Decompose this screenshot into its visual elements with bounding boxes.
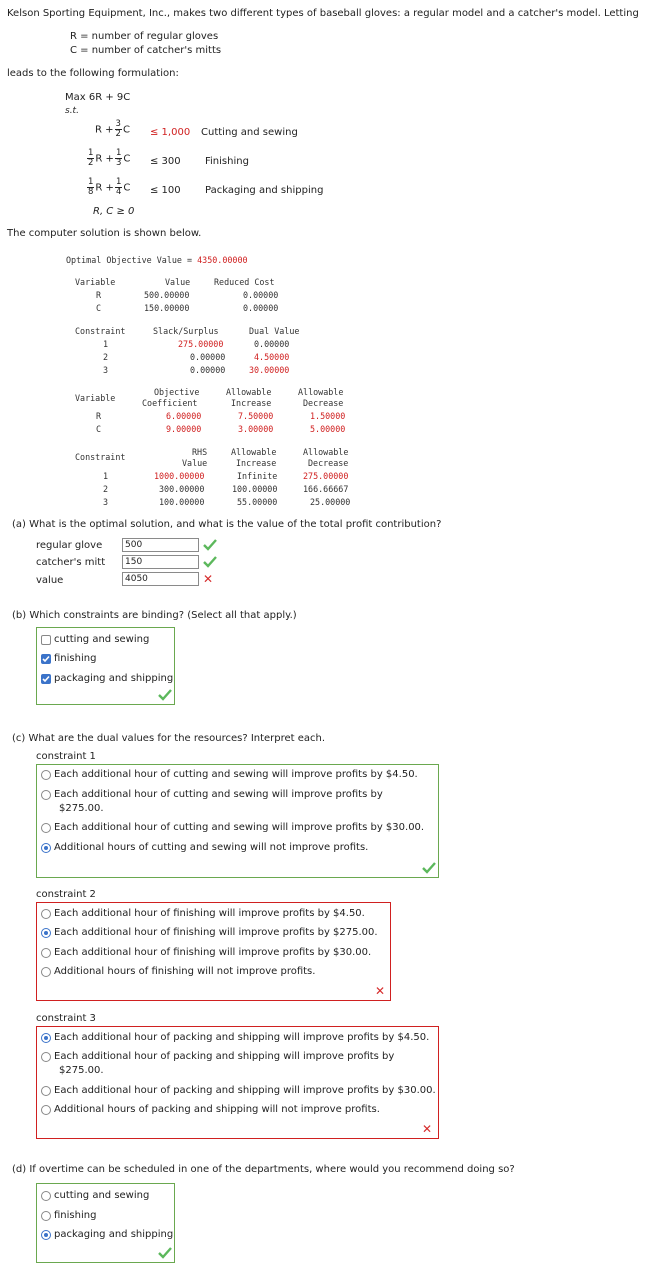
header-constraint: Constraint: [75, 326, 126, 336]
nonnegativity: R, C ≥ 0: [93, 206, 135, 217]
constraint-2-label: Finishing: [205, 156, 249, 167]
option-label: packaging and shipping: [54, 673, 174, 684]
var-row-name: C: [96, 303, 102, 313]
wrong-x-icon: ✕: [203, 572, 214, 586]
constraint-3-label: Packaging and shipping: [205, 185, 324, 196]
definition-c: C = number of catcher's mitts: [70, 45, 222, 56]
radio-option[interactable]: [41, 790, 51, 800]
part-d-answer-group: [36, 1183, 175, 1263]
part-c-question: (c) What are the dual values for the resources? Interpret each.: [12, 733, 326, 744]
radio-option[interactable]: [41, 1105, 51, 1115]
header-increase-2: Increase: [236, 458, 277, 468]
header-allowable-inc: Allowable: [226, 387, 272, 397]
header-allowable-dec: Allowable: [298, 387, 344, 397]
radio-option[interactable]: [41, 1052, 51, 1062]
con-row-dual: 30.00000: [249, 365, 290, 375]
radio-option-selected[interactable]: [41, 1230, 51, 1240]
con-row-number: 3: [103, 365, 109, 375]
constraint-1-rhs: ≤ 1,000: [150, 127, 191, 138]
var-row-reduced: 0.00000: [243, 303, 279, 313]
rhs-row-number: 3: [103, 497, 109, 507]
con-row-dual: 4.50000: [254, 352, 290, 362]
solution-intro: The computer solution is shown below.: [7, 228, 202, 239]
option-label: cutting and sewing: [54, 634, 150, 645]
leads-text: leads to the following formulation:: [7, 68, 179, 79]
con-row-number: 1: [103, 339, 109, 349]
con-row-dual: 0.00000: [254, 339, 290, 349]
part-b-question: (b) Which constraints are binding? (Select all that apply.): [12, 610, 297, 621]
option-label: cutting and sewing: [54, 1190, 150, 1201]
header-value: Value: [165, 277, 191, 287]
rhs-row-decrease: 25.00000: [310, 497, 351, 507]
header-decrease-2: Decrease: [308, 458, 349, 468]
checkbox-packaging-shipping[interactable]: [41, 674, 51, 684]
radio-option[interactable]: [41, 909, 51, 919]
rhs-row-value: 300.00000: [159, 484, 205, 494]
header-allowable-inc-2: Allowable: [231, 447, 277, 457]
con-row-slack: 0.00000: [190, 352, 226, 362]
optimal-objective: Optimal Objective Value = 4350.00000: [66, 255, 248, 265]
obj-row-decrease: 5.00000: [310, 424, 346, 434]
radio-option[interactable]: [41, 770, 51, 780]
obj-row-name: C: [96, 424, 102, 434]
var-row-reduced: 0.00000: [243, 290, 279, 300]
constraint-1-answer-group: [36, 764, 439, 878]
constraint-1-expression: R + $\frac{3}{2}$ C: [95, 119, 130, 139]
radio-option[interactable]: [41, 1086, 51, 1096]
rhs-row-increase: 100.00000: [232, 484, 278, 494]
header-variable: Variable: [75, 277, 116, 287]
option-label: Additional hours of packing and shipping will not improve profits.: [54, 1104, 380, 1115]
correct-check-icon: [422, 862, 436, 874]
answer-label-catcher: catcher's mitt: [36, 557, 106, 568]
option-label: Each additional hour of cutting and sewing will improve profits by $4.50.: [54, 769, 418, 780]
header-objective: Objective: [154, 387, 200, 397]
obj-row-coef: 9.00000: [166, 424, 202, 434]
rhs-row-decrease: 275.00000: [303, 471, 349, 481]
checkbox-cutting-sewing[interactable]: [41, 635, 51, 645]
obj-row-increase: 7.50000: [238, 411, 274, 421]
option-label: finishing: [54, 653, 97, 664]
option-label: Each additional hour of packing and shipping will improve profits by $4.50.: [54, 1032, 430, 1043]
constraint-2-rhs: ≤ 300: [150, 156, 181, 167]
con-row-number: 2: [103, 352, 109, 362]
radio-option[interactable]: [41, 948, 51, 958]
constraint-3-rhs: ≤ 100: [150, 185, 181, 196]
radio-option-selected[interactable]: [41, 1033, 51, 1043]
header-slack: Slack/Surplus: [153, 326, 219, 336]
radio-option[interactable]: [41, 1211, 51, 1221]
regular-glove-input[interactable]: 500: [122, 538, 199, 552]
rhs-row-value: 1000.00000: [154, 471, 205, 481]
var-row-value: 500.00000: [144, 290, 190, 300]
header-allowable-dec-2: Allowable: [303, 447, 349, 457]
constraint-3-heading: constraint 3: [36, 1013, 96, 1024]
wrong-x-icon: ✕: [422, 1122, 433, 1136]
constraint-2-answer-group: [36, 902, 391, 1001]
header-decrease: Decrease: [303, 398, 344, 408]
option-label-continued: $275.00.: [59, 803, 104, 814]
option-label: Additional hours of finishing will not improve profits.: [54, 966, 316, 977]
answer-label-value: value: [36, 575, 64, 586]
fraction-3-2: $\frac{3}{2}$: [115, 119, 121, 139]
header-coefficient: Coefficient: [142, 398, 198, 408]
con-row-slack: 0.00000: [190, 365, 226, 375]
header-dual: Dual Value: [249, 326, 300, 336]
constraint-2-expression: $\frac{1}{2}$ R + $\frac{1}{3}$ C: [88, 148, 131, 168]
option-label: finishing: [54, 1210, 97, 1221]
wrong-x-icon: ✕: [375, 984, 386, 998]
obj-row-decrease: 1.50000: [310, 411, 346, 421]
rhs-row-increase: Infinite: [237, 471, 278, 481]
part-a-question: (a) What is the optimal solution, and what is the value of the total profit contribution?: [12, 519, 442, 530]
constraint-1-label: Cutting and sewing: [201, 127, 298, 138]
header-constraint-2: Constraint: [75, 452, 126, 462]
option-label-continued: $275.00.: [59, 1065, 104, 1076]
header-reduced-cost: Reduced Cost: [214, 277, 275, 287]
constraint-1-heading: constraint 1: [36, 751, 96, 762]
constraint-3-expression: $\frac{1}{8}$ R + $\frac{1}{4}$ C: [88, 177, 131, 197]
rhs-row-increase: 55.00000: [237, 497, 278, 507]
correct-check-icon: [158, 1247, 172, 1259]
constraint-2-heading: constraint 2: [36, 889, 96, 900]
option-label: Each additional hour of packing and shipping will improve profits by $30.00.: [54, 1085, 436, 1096]
con-row-slack: 275.00000: [178, 339, 224, 349]
rhs-row-number: 2: [103, 484, 109, 494]
radio-option[interactable]: [41, 1191, 51, 1201]
var-row-name: R: [96, 290, 102, 300]
var-row-value: 150.00000: [144, 303, 190, 313]
option-label: Each additional hour of finishing will improve profits by $275.00.: [54, 927, 378, 938]
checkbox-finishing[interactable]: [41, 654, 51, 664]
option-label: Each additional hour of cutting and sewing will improve profits by $30.00.: [54, 822, 425, 833]
rhs-row-number: 1: [103, 471, 109, 481]
correct-check-icon: [203, 556, 217, 568]
rhs-row-value: 100.00000: [159, 497, 205, 507]
header-rhs-value: Value: [182, 458, 208, 468]
option-label: Each additional hour of packing and shipping will improve profits by: [54, 1051, 395, 1062]
subject-to: s.t.: [65, 106, 79, 116]
option-label: Each additional hour of finishing will improve profits by $30.00.: [54, 947, 372, 958]
correct-check-icon: [203, 539, 217, 551]
obj-row-increase: 3.00000: [238, 424, 274, 434]
header-variable-2: Variable: [75, 393, 116, 403]
definition-r: R = number of regular gloves: [70, 31, 219, 42]
constraint-3-answer-group: [36, 1026, 439, 1139]
correct-check-icon: [158, 689, 172, 701]
objective-function: Max 6R + 9C: [65, 92, 131, 103]
option-label: Each additional hour of finishing will improve profits by $4.50.: [54, 908, 365, 919]
answer-label-regular: regular glove: [36, 540, 103, 551]
part-d-question: (d) If overtime can be scheduled in one of the departments, where would you recommend doing so?: [12, 1164, 515, 1175]
intro-text: Kelson Sporting Equipment, Inc., makes two different types of baseball gloves: a regular model and a catcher's model. Letting: [7, 8, 639, 19]
header-rhs: RHS: [192, 447, 208, 457]
value-input[interactable]: 4050: [122, 572, 199, 586]
catchers-mitt-input[interactable]: 150: [122, 555, 199, 569]
obj-row-coef: 6.00000: [166, 411, 202, 421]
header-increase: Increase: [231, 398, 272, 408]
radio-option-selected[interactable]: [41, 843, 51, 853]
option-label: Additional hours of cutting and sewing will not improve profits.: [54, 842, 369, 853]
radio-option[interactable]: [41, 823, 51, 833]
obj-row-name: R: [96, 411, 102, 421]
part-b-answer-group: [36, 627, 175, 705]
option-label: packaging and shipping: [54, 1229, 174, 1240]
radio-option[interactable]: [41, 967, 51, 977]
radio-option-selected[interactable]: [41, 928, 51, 938]
option-label: Each additional hour of cutting and sewing will improve profits by: [54, 789, 383, 800]
rhs-row-decrease: 166.66667: [303, 484, 349, 494]
